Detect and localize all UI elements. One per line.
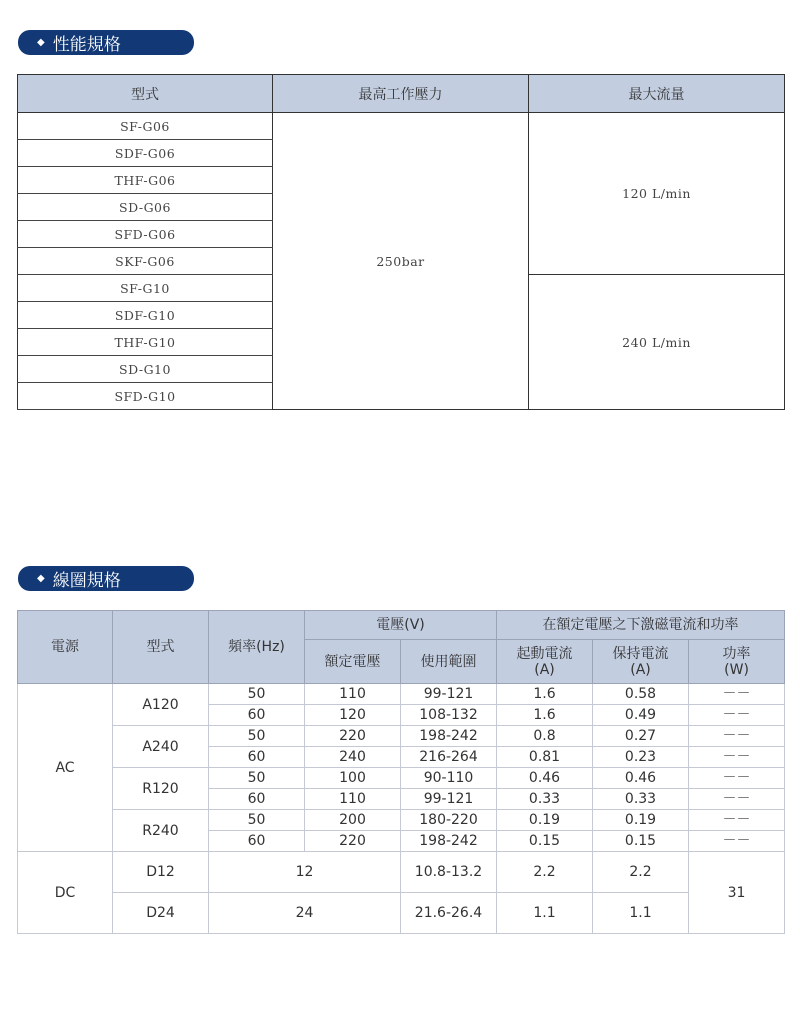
range-cell: 216-264: [401, 747, 497, 768]
hold-current-cell: 0.49: [593, 705, 689, 726]
hold-current-cell: 2.2: [593, 852, 689, 893]
model-cell: SDF-G10: [18, 302, 273, 329]
flow-cell-g10: 240 L/min: [529, 275, 785, 410]
freq-cell: 50: [209, 810, 305, 831]
header-frequency: 頻率(Hz): [209, 611, 305, 684]
range-cell: 198-242: [401, 726, 497, 747]
rated-cell: 12: [209, 852, 401, 893]
power-cell: －－: [689, 705, 785, 726]
diamond-icon: ◆: [37, 572, 45, 584]
freq-cell: 50: [209, 768, 305, 789]
start-current-cell: 2.2: [497, 852, 593, 893]
start-current-cell: 0.46: [497, 768, 593, 789]
hold-current-cell: 0.19: [593, 810, 689, 831]
power-source-ac: AC: [18, 684, 113, 852]
start-current-cell: 1.6: [497, 705, 593, 726]
hold-current-cell: 0.58: [593, 684, 689, 705]
freq-cell: 60: [209, 747, 305, 768]
range-cell: 99-121: [401, 684, 497, 705]
power-cell: －－: [689, 747, 785, 768]
header-holding-current: [593, 640, 689, 684]
table-header-row: [18, 75, 785, 113]
model-cell: R240: [113, 810, 209, 852]
range-cell: 10.8-13.2: [401, 852, 497, 893]
rated-cell: 200: [305, 810, 401, 831]
power-cell: －－: [689, 789, 785, 810]
coil-spec-table: [17, 610, 785, 934]
header-power-source: 電源: [18, 611, 113, 684]
section-title-text: 線圈規格: [52, 571, 121, 591]
pressure-cell: 250bar: [273, 113, 529, 410]
power-cell: －－: [689, 684, 785, 705]
header-starting-current: [497, 640, 593, 684]
header-voltage-range: 使用範圍: [401, 640, 497, 684]
model-cell: A240: [113, 726, 209, 768]
table-row: [18, 893, 785, 934]
rated-cell: 110: [305, 684, 401, 705]
performance-spec-table: [17, 74, 785, 410]
model-cell: SFD-G06: [18, 221, 273, 248]
flow-cell-g06: 120 L/min: [529, 113, 785, 275]
model-cell: SDF-G06: [18, 140, 273, 167]
freq-cell: 60: [209, 789, 305, 810]
header-excitation-group: 在額定電壓之下激磁電流和功率: [497, 611, 785, 640]
range-cell: 90-110: [401, 768, 497, 789]
power-cell: 31: [689, 852, 785, 934]
range-cell: 99-121: [401, 789, 497, 810]
diamond-icon: ◆: [37, 36, 45, 48]
table-row: [18, 768, 785, 789]
freq-cell: 60: [209, 705, 305, 726]
header-max-flow: 最大流量: [529, 75, 785, 113]
model-cell: SD-G06: [18, 194, 273, 221]
power-cell: －－: [689, 831, 785, 852]
header-model: 型式: [18, 75, 273, 113]
power-cell: －－: [689, 810, 785, 831]
hold-current-cell: 0.15: [593, 831, 689, 852]
freq-cell: 60: [209, 831, 305, 852]
table-row: [18, 852, 785, 893]
hold-current-cell: 0.46: [593, 768, 689, 789]
header-model: 型式: [113, 611, 209, 684]
rated-cell: 110: [305, 789, 401, 810]
table-header-row: [18, 611, 785, 640]
start-current-cell: 0.33: [497, 789, 593, 810]
model-cell: R120: [113, 768, 209, 810]
range-cell: 21.6-26.4: [401, 893, 497, 934]
rated-cell: 24: [209, 893, 401, 934]
rated-cell: 220: [305, 831, 401, 852]
table-row: [18, 684, 785, 705]
model-cell: SFD-G10: [18, 383, 273, 410]
hold-current-cell: 0.27: [593, 726, 689, 747]
power-cell: －－: [689, 768, 785, 789]
header-text: 起動電流: [516, 645, 573, 662]
section-title-text: 性能規格: [52, 35, 121, 55]
freq-cell: 50: [209, 684, 305, 705]
model-cell: SD-G10: [18, 356, 273, 383]
header-text: 保持電流: [612, 645, 669, 662]
rated-cell: 100: [305, 768, 401, 789]
model-cell: D24: [113, 893, 209, 934]
header-power: [689, 640, 785, 684]
header-unit: (W): [724, 661, 749, 678]
header-unit: (A): [630, 661, 651, 678]
model-cell: SF-G10: [18, 275, 273, 302]
table-row: [18, 113, 785, 140]
rated-cell: 220: [305, 726, 401, 747]
start-current-cell: 1.1: [497, 893, 593, 934]
header-unit: (A): [534, 661, 555, 678]
section-title-performance: [18, 30, 194, 55]
start-current-cell: 0.15: [497, 831, 593, 852]
rated-cell: 240: [305, 747, 401, 768]
model-cell: THF-G10: [18, 329, 273, 356]
power-source-dc: DC: [18, 852, 113, 934]
model-cell: A120: [113, 684, 209, 726]
hold-current-cell: 1.1: [593, 893, 689, 934]
start-current-cell: 1.6: [497, 684, 593, 705]
section-title-coil: [18, 566, 194, 591]
model-cell: SF-G06: [18, 113, 273, 140]
model-cell: THF-G06: [18, 167, 273, 194]
range-cell: 198-242: [401, 831, 497, 852]
range-cell: 108-132: [401, 705, 497, 726]
power-cell: －－: [689, 726, 785, 747]
start-current-cell: 0.81: [497, 747, 593, 768]
start-current-cell: 0.8: [497, 726, 593, 747]
hold-current-cell: 0.33: [593, 789, 689, 810]
model-cell: SKF-G06: [18, 248, 273, 275]
header-max-pressure: 最高工作壓力: [273, 75, 529, 113]
table-row: [18, 726, 785, 747]
range-cell: 180-220: [401, 810, 497, 831]
model-cell: D12: [113, 852, 209, 893]
header-text: 功率: [722, 645, 751, 662]
header-rated-voltage: 額定電壓: [305, 640, 401, 684]
table-row: [18, 810, 785, 831]
start-current-cell: 0.19: [497, 810, 593, 831]
freq-cell: 50: [209, 726, 305, 747]
header-voltage: 電壓(V): [305, 611, 497, 640]
rated-cell: 120: [305, 705, 401, 726]
hold-current-cell: 0.23: [593, 747, 689, 768]
